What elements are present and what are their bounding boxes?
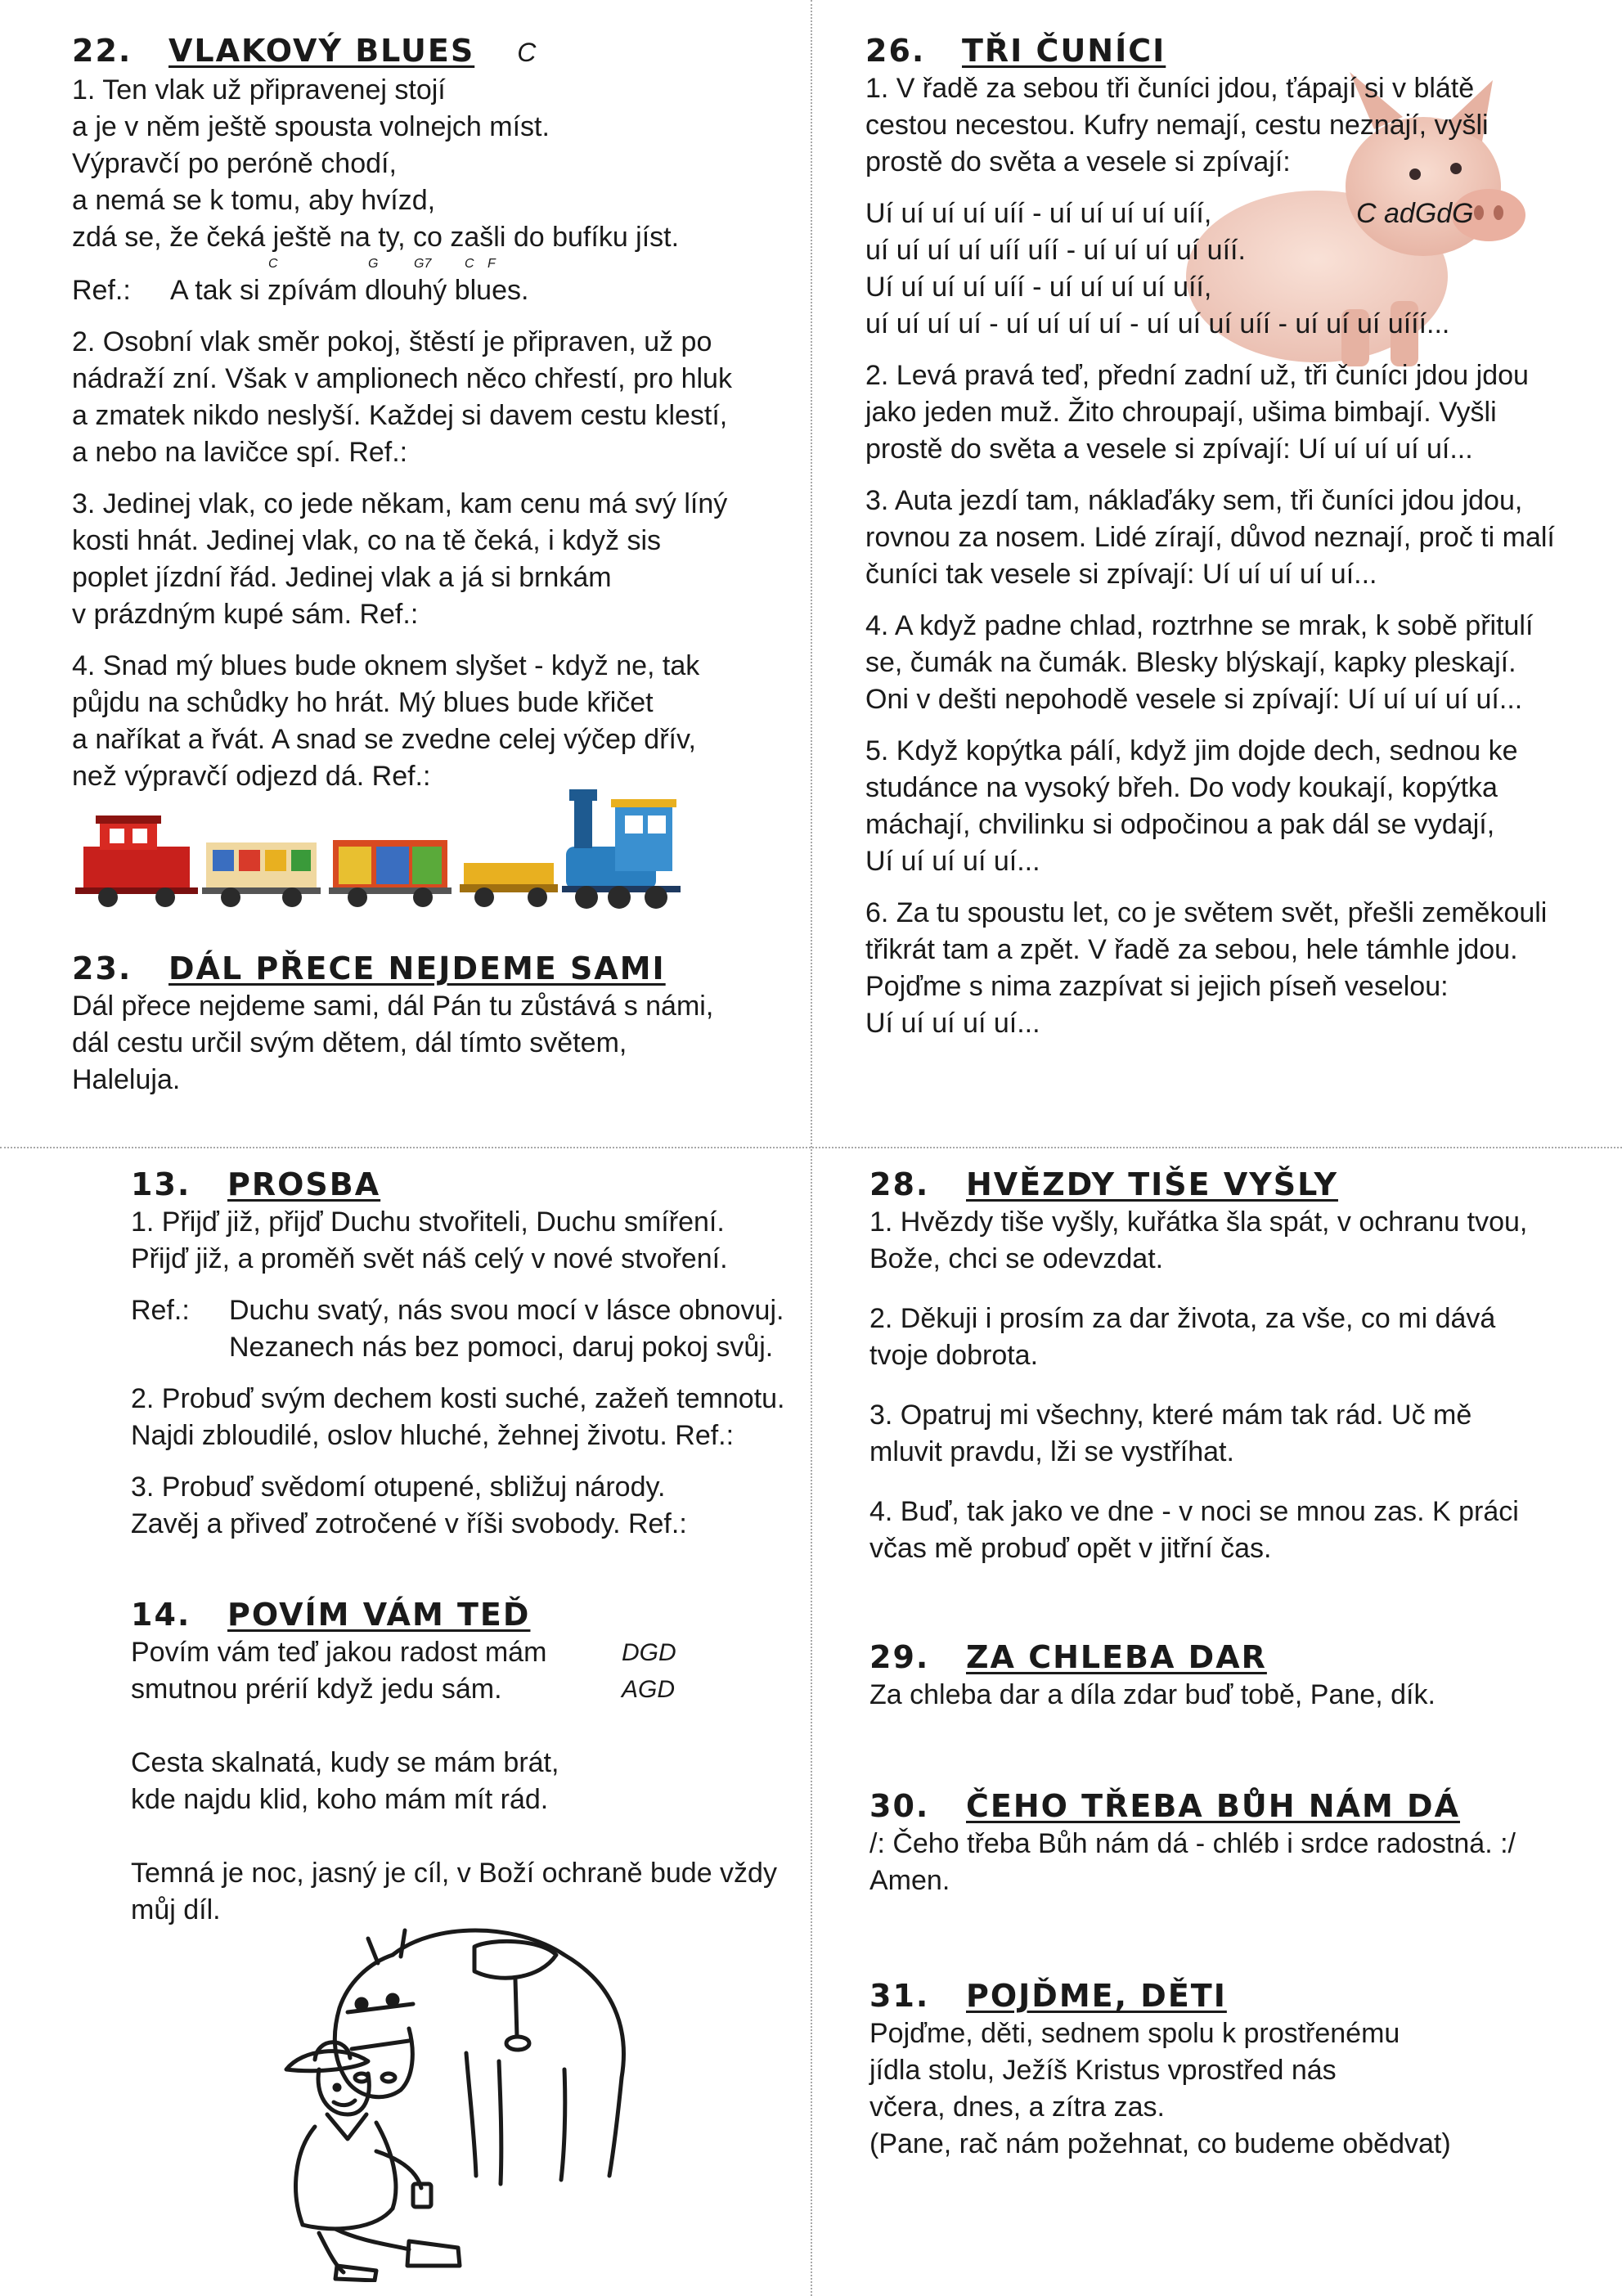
- verse-1: [131, 1634, 793, 1708]
- song-13: [131, 1166, 793, 1557]
- verse-line: čuníci tak vesele si zpívají: Uí uí uí uí uí...: [865, 559, 1377, 590]
- verse-2: [72, 324, 792, 471]
- verse-3: [131, 1469, 793, 1543]
- ref-line: Duchu svatý, nás svou mocí v lásce obnovuj.: [229, 1295, 784, 1326]
- ref-text: A tak si zpívám dlouhý blues.: [170, 275, 529, 306]
- song-text: [869, 1677, 1606, 1714]
- verse-line: v prázdným kupé sám. Ref.:: [72, 599, 419, 630]
- verse-line: 3. Opatruj mi všechny, které mám tak rád. Uč mě: [869, 1400, 1472, 1431]
- verse-line: jídla stolu, Ježíš Kristus vprostřed nás: [869, 2055, 1337, 2086]
- verse-line: včera, dnes, a zítra zas.: [869, 2092, 1165, 2123]
- song-number: 23.: [72, 950, 133, 986]
- verse-1: [869, 1204, 1606, 1278]
- verse-line: 1. V řadě za sebou tři čuníci jdou, ťápají si v blátě: [865, 73, 1475, 104]
- cowboy-horse-drawing: [270, 1906, 663, 2282]
- song-title: [869, 1978, 1606, 2014]
- song-title: [869, 1166, 1606, 1202]
- toy-train-image: [75, 781, 697, 920]
- verse-4: [865, 608, 1602, 718]
- verse-line: 2. Probuď svým dechem kosti suché, zažeň temnotu.: [131, 1383, 785, 1414]
- verse-line: 1. Ten vlak už připravenej stojí: [72, 74, 446, 106]
- verse-line: než výpravčí odjezd dá. Ref.:: [72, 761, 431, 792]
- ref-label: Ref.:: [131, 1295, 190, 1326]
- song-number: 22.: [72, 33, 133, 69]
- verse-line: nádraží zní. Však v amplionech něco chřestí, pro hluk: [72, 363, 732, 394]
- verse-3: [865, 483, 1602, 593]
- verse-line: Temná je noc, jasný je cíl, v Boží ochraně bude vždy: [131, 1858, 777, 1889]
- song-number: 30.: [869, 1788, 930, 1824]
- verse-line: kde najdu klid, koho mám mít rád.: [131, 1784, 549, 1815]
- chords: DGD: [622, 1639, 676, 1666]
- verse-line: mluvit pravdu, lži se vystříhat.: [869, 1436, 1234, 1467]
- verse-6: [865, 895, 1602, 1042]
- verse-line: máchají, chvilinku si odpočinou a pak dál se vydají,: [865, 809, 1495, 840]
- song-30: [869, 1788, 1606, 1914]
- song-title: [865, 33, 1602, 69]
- verse-line: [131, 1671, 793, 1708]
- song-title: [72, 950, 792, 986]
- song-title-text: POVÍM VÁM TEĎ: [227, 1597, 531, 1633]
- verse-1: [72, 72, 792, 256]
- ref-line: Nezanech nás bez pomoci, daruj pokoj svůj.: [229, 1332, 774, 1363]
- chord: F: [487, 257, 496, 271]
- song-title-text: POJĎME, DĚTI: [966, 1978, 1227, 2014]
- verse-line: 4. Snad mý blues bude oknem slyšet - když ne, tak: [72, 650, 700, 681]
- chorus: [865, 195, 1602, 343]
- verse-2: [865, 357, 1602, 468]
- verse-line: (Pane, rač nám požehnat, co budeme obědvat): [869, 2128, 1451, 2159]
- song-title-text: TŘI ČUNÍCI: [962, 33, 1166, 69]
- verse-line: Amen.: [869, 1865, 950, 1896]
- chorus-line: Uí uí uí uí uíí - uí uí uí uí uíí,: [865, 272, 1212, 303]
- verse-line: 5. Když kopýtka pálí, když jim dojde dech, sednou ke: [865, 735, 1518, 766]
- verse-line: prostě do světa a vesele si zpívají:: [865, 146, 1291, 177]
- refrain: [72, 272, 792, 309]
- song-number: 31.: [869, 1978, 930, 2014]
- chord: C: [268, 257, 278, 271]
- song-number: 26.: [865, 33, 926, 69]
- song-title: [131, 1166, 793, 1202]
- chord: G7: [414, 257, 432, 271]
- verse-line: 6. Za tu spoustu let, co je světem svět, přešli zeměkouli: [865, 897, 1548, 928]
- song-title-text: ČEHO TŘEBA BŮH NÁM DÁ: [966, 1788, 1460, 1824]
- verse-line: jako jeden muž. Žito chroupají, ušima bimbají. Vyšli: [865, 397, 1497, 428]
- song-title: [869, 1788, 1606, 1824]
- verse-line: Najdi zbloudilé, oslov hluché, žehnej životu. Ref.:: [131, 1420, 735, 1451]
- verse-line: /: Čeho třeba Bůh nám dá - chléb i srdce radostná. :/: [869, 1828, 1516, 1859]
- verse-2: [869, 1301, 1606, 1374]
- verse-line: Uí uí uí uí uí...: [865, 1008, 1040, 1039]
- song-text: [869, 2015, 1606, 2163]
- verse-line: rovnou za nosem. Lidé zírají, důvod neznají, proč ti malí: [865, 522, 1555, 553]
- verse-line: kosti hnát. Jedinej vlak, co na tě čeká, i když sis: [72, 525, 662, 556]
- song-number: 14.: [131, 1597, 191, 1633]
- ref-chords: [72, 256, 792, 272]
- song-text: [72, 988, 792, 1099]
- song-title-text: PROSBA: [227, 1166, 381, 1202]
- verse-line: 1. Hvězdy tiše vyšly, kuřátka šla spát, v ochranu tvou,: [869, 1206, 1528, 1238]
- verse-line: 2. Děkuji i prosím za dar života, za vše, co mi dává: [869, 1303, 1496, 1334]
- verse-line: Uí uí uí uí uí...: [865, 846, 1040, 877]
- song-title-text: HVĚZDY TIŠE VYŠLY: [966, 1166, 1338, 1202]
- verse-line: Dál přece nejdeme sami, dál Pán tu zůstává s námi,: [72, 991, 714, 1022]
- song-title-text: ZA CHLEBA DAR: [966, 1639, 1267, 1675]
- verse-line: Zavěj a přiveď zotročené v říši svobody. Ref.:: [131, 1508, 687, 1539]
- verse-line: studánce na vysoký břeh. Do vody koukají, kopýtka: [865, 772, 1498, 803]
- verse-line: a naříkat a řvát. A snad se zvedne celej výčep dřív,: [72, 724, 696, 755]
- verse-line: se, čumák na čumák. Blesky blýskají, kapky pleskají.: [865, 647, 1516, 678]
- verse-line: 4. Buď, tak jako ve dne - v noci se mnou zas. K práci: [869, 1496, 1519, 1527]
- verse-line: třikrát tam a zpět. V řadě za sebou, hele támhle jdou.: [865, 934, 1518, 965]
- verse-line: prostě do světa a vesele si zpívají: Uí uí uí uí uí...: [865, 434, 1473, 465]
- song-text: [869, 1826, 1606, 1899]
- verse-line: můj díl.: [131, 1894, 221, 1925]
- song-title-text: VLAKOVÝ BLUES: [168, 33, 475, 69]
- chorus-chords: C adGdG: [1356, 198, 1474, 229]
- verse-line: Oni v dešti nepohodě vesele si zpívají: Uí uí uí uí uí...: [865, 684, 1523, 715]
- chord: C: [465, 257, 474, 271]
- verse-line: Cesta skalnatá, kudy se mám brát,: [131, 1747, 559, 1778]
- chord: G: [368, 257, 379, 271]
- song-31: [869, 1978, 1606, 2177]
- verse-line: a nebo na lavičce spí. Ref.:: [72, 437, 408, 468]
- verse-1: [865, 70, 1602, 181]
- verse-line: a je v něm ještě spousta volnejch míst.: [72, 111, 550, 142]
- chords: AGD: [622, 1676, 676, 1703]
- verse-line: poplet jízdní řád. Jedinej vlak a já si brnkám: [72, 562, 612, 593]
- song-22: [72, 33, 792, 810]
- horizontal-cut-line: [0, 1147, 1622, 1148]
- verse-line: 3. Auta jezdí tam, náklaďáky sem, tři čuníci jdou jdou,: [865, 485, 1523, 516]
- verse-1: [131, 1204, 793, 1278]
- song-28: [869, 1166, 1606, 1582]
- verse-2: [131, 1745, 793, 1818]
- lyric: Povím vám teď jakou radost mám: [131, 1637, 547, 1668]
- song-number: 29.: [869, 1639, 930, 1675]
- refrain: [131, 1292, 793, 1366]
- chorus-line: uí uí uí uí - uí uí uí uí - uí uí uí uíí - uí uí uí uííí...: [865, 308, 1450, 339]
- verse-5: [865, 733, 1602, 880]
- song-number: 28.: [869, 1166, 930, 1202]
- verse-line: a nemá se k tomu, aby hvízd,: [72, 185, 436, 216]
- song-key: C: [517, 38, 537, 67]
- verse-line: 2. Osobní vlak směr pokoj, štěstí je připraven, už po: [72, 326, 712, 357]
- verse-3: [72, 486, 792, 633]
- song-29: [869, 1639, 1606, 1728]
- verse-line: Pojďme, děti, sednem spolu k prostřenému: [869, 2018, 1400, 2049]
- song-title-text: DÁL PŘECE NEJDEME SAMI: [168, 950, 666, 986]
- chorus-line: Uí uí uí uí uíí - uí uí uí uí uíí,: [865, 198, 1212, 229]
- lyric: smutnou prérií když jedu sám.: [131, 1674, 502, 1705]
- verse-line: 1. Přijď již, přijď Duchu stvořiteli, Duchu smíření.: [131, 1206, 725, 1238]
- song-14: [131, 1597, 793, 1943]
- verse-line: Přijď již, a proměň svět náš celý v nové stvoření.: [131, 1243, 728, 1274]
- verse-line: dál cestu určil svým dětem, dál tímto světem,: [72, 1027, 627, 1058]
- verse-line: 4. A když padne chlad, roztrhne se mrak, k sobě přitulí: [865, 610, 1534, 641]
- song-title: [131, 1597, 793, 1633]
- verse-line: tvoje dobrota.: [869, 1340, 1039, 1371]
- verse-line: cestou necestou. Kufry nemají, cestu neznají, vyšli: [865, 110, 1489, 141]
- verse-line: a zmatek nikdo neslyší. Každej si davem cestu klestí,: [72, 400, 728, 431]
- song-title: [869, 1639, 1606, 1675]
- verse-line: zdá se, že čeká ještě na ty, co zašli do bufíku jíst.: [72, 222, 680, 253]
- verse-line: Za chleba dar a díla zdar buď tobě, Pane, dík.: [869, 1679, 1436, 1710]
- verse-line: Haleluja.: [72, 1064, 181, 1095]
- chorus-line: uí uí uí uí uíí uíí - uí uí uí uí uíí.: [865, 235, 1246, 266]
- verse-4: [72, 648, 792, 795]
- song-title: [72, 33, 792, 70]
- verse-line: 3. Jedinej vlak, co jede někam, kam cenu má svý líný: [72, 488, 728, 519]
- verse-3: [869, 1397, 1606, 1471]
- verse-line: Výpravčí po peróně chodí,: [72, 148, 397, 179]
- ref-label: Ref.:: [72, 275, 131, 306]
- verse-line: 3. Probuď svědomí otupené, sbližuj národy.: [131, 1472, 666, 1503]
- verse-line: Bože, chci se odevzdat.: [869, 1243, 1164, 1274]
- verse-2: [131, 1381, 793, 1454]
- song-23: [72, 950, 792, 1113]
- song-26: [865, 33, 1602, 1057]
- verse-line: 2. Levá pravá teď, přední zadní už, tři čuníci jdou jdou: [865, 360, 1529, 391]
- verse-line: Pojďme s nima zazpívat si jejich píseň veselou:: [865, 971, 1449, 1002]
- song-number: 13.: [131, 1166, 191, 1202]
- verse-line: včas mě probuď opět v jitřní čas.: [869, 1533, 1272, 1564]
- verse-line: půjdu na schůdky ho hrát. Mý blues bude křičet: [72, 687, 654, 718]
- verse-line: [131, 1634, 793, 1671]
- verse-4: [869, 1494, 1606, 1567]
